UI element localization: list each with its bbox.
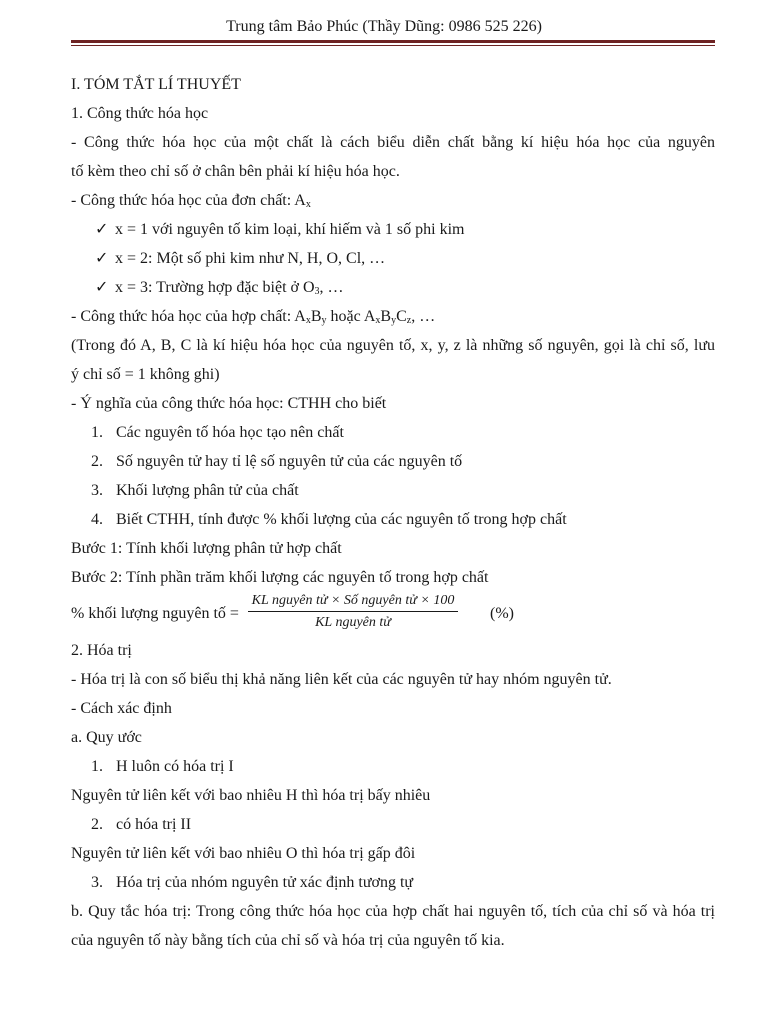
- item-number: 3.: [91, 874, 103, 891]
- checklist-item: [71, 215, 715, 244]
- formula: [71, 592, 715, 636]
- paragraph: - Hóa trị là con số biểu thị khả năng liên kết của các nguyên tử hay nhóm nguyên tử.: [71, 671, 612, 688]
- header-rule-thick: [71, 40, 715, 43]
- paragraph-line: b. Quy tắc hóa trị: Trong công thức hóa học của hợp chất hai nguyên tố, tích của chỉ số và hóa trị: [71, 903, 715, 920]
- paragraph: a. Quy ước: [71, 729, 142, 746]
- checklist-item: [71, 244, 715, 273]
- formula-numerator: KL nguyên tử × Số nguyên tử × 100: [248, 592, 458, 612]
- checkmark-icon: ✓: [95, 250, 109, 267]
- checklist-text: [115, 279, 344, 296]
- header-rule-thin: [71, 45, 715, 46]
- item-number: 4.: [91, 511, 103, 528]
- formula-unit: (%): [490, 605, 514, 622]
- numbered-item: [71, 810, 715, 839]
- item-text: Khối lượng phân tử của chất: [116, 482, 299, 499]
- checklist-item: [71, 273, 715, 302]
- checkmark-icon: ✓: [95, 279, 109, 296]
- paragraph-line: của nguyên tố này bằng tích của chỉ số và hóa trị của nguyên tố kia.: [71, 932, 505, 949]
- numbered-item: [71, 505, 715, 534]
- subscript: x: [305, 315, 311, 326]
- text: - Công thức hóa học của đơn chất: A: [71, 192, 306, 209]
- numbered-item: [71, 447, 715, 476]
- numbered-item: [71, 476, 715, 505]
- paragraph-line: ý chỉ số = 1 không ghi): [71, 366, 220, 383]
- item-text: Hóa trị của nhóm nguyên tử xác định tương tự: [116, 874, 414, 891]
- item-number: 2.: [91, 453, 103, 470]
- subsection-title: 1. Công thức hóa học: [71, 105, 209, 122]
- text: C: [396, 308, 407, 325]
- item-text: Số nguyên tử hay tỉ lệ số nguyên tử của các nguyên tố: [116, 453, 463, 470]
- checkmark-icon: ✓: [95, 221, 109, 238]
- paragraph: - Cách xác định: [71, 700, 172, 717]
- item-number: 1.: [91, 758, 103, 775]
- paragraph: [71, 302, 715, 331]
- formula-denominator: KL nguyên tử: [315, 615, 391, 630]
- text: - Công thức hóa học của hợp chất: A: [71, 308, 306, 325]
- paragraph: [71, 186, 715, 215]
- subscript: x: [375, 315, 381, 326]
- item-text: Biết CTHH, tính được % khối lượng của các nguyên tố trong hợp chất: [116, 511, 567, 528]
- paragraph: Nguyên tử liên kết với bao nhiêu H thì hóa trị bấy nhiêu: [71, 787, 431, 804]
- paragraph-line: - Công thức hóa học của một chất là cách biểu diễn chất bằng kí hiệu hóa học của nguyên: [71, 134, 715, 151]
- numbered-item: [71, 752, 715, 781]
- page-header: Trung tâm Bảo Phúc (Thầy Dũng: 0986 525 226): [226, 18, 542, 35]
- item-text: H luôn có hóa trị I: [116, 758, 234, 775]
- numbered-item: [71, 868, 715, 897]
- paragraph: - Ý nghĩa của công thức hóa học: CTHH cho biết: [71, 395, 387, 412]
- checklist-text: x = 2: Một số phi kim như N, H, O, Cl, …: [115, 250, 386, 267]
- item-number: 3.: [91, 482, 103, 499]
- item-number: 2.: [91, 816, 103, 833]
- item-text: Các nguyên tố hóa học tạo nên chất: [116, 424, 344, 441]
- paragraph-line: tố kèm theo chỉ số ở chân bên phải kí hiệu hóa học.: [71, 163, 400, 180]
- step-line: Bước 2: Tính phần trăm khối lượng các nguyên tố trong hợp chất: [71, 569, 489, 586]
- formula-lhs: % khối lượng nguyên tố =: [71, 605, 239, 622]
- subscript: y: [391, 315, 397, 326]
- subscript: y: [321, 315, 327, 326]
- subscript: z: [406, 315, 412, 326]
- text: B: [380, 308, 392, 325]
- paragraph-line: (Trong đó A, B, C là kí hiệu hóa học của nguyên tố, x, y, z là những số nguyên, gọi là chỉ số, lưu: [71, 337, 715, 354]
- checklist-text: x = 1 với nguyên tố kim loại, khí hiếm và 1 số phi kim: [115, 221, 465, 238]
- subscript: 3: [314, 286, 320, 297]
- text: B: [310, 308, 322, 325]
- text: hoặc A: [326, 308, 376, 325]
- item-text: có hóa trị II: [116, 816, 192, 833]
- section-heading: I. TÓM TẮT LÍ THUYẾT: [71, 76, 241, 93]
- subsection-title: 2. Hóa trị: [71, 642, 132, 659]
- text: , …: [319, 279, 344, 296]
- document-body: [71, 70, 715, 955]
- formula-fraction: [248, 592, 458, 631]
- text: , …: [411, 308, 436, 325]
- text: x = 3: Trường hợp đặc biệt ở O: [115, 279, 315, 296]
- subscript: x: [305, 199, 311, 210]
- item-number: 1.: [91, 424, 103, 441]
- paragraph: Nguyên tử liên kết với bao nhiêu O thì hóa trị gấp đôi: [71, 845, 416, 862]
- numbered-item: [71, 418, 715, 447]
- step-line: Bước 1: Tính khối lượng phân tử hợp chất: [71, 540, 342, 557]
